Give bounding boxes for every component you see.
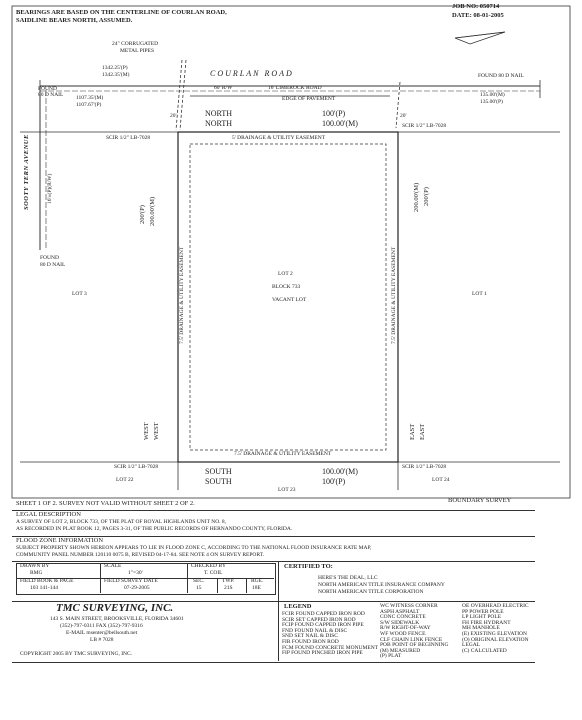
lot-3-label: LOT 3 (72, 291, 87, 297)
copyright: COPYRIGHT 2005 BY TMC SURVEYING, INC. (20, 651, 133, 657)
pipe-note-line2: METAL PIPES (120, 48, 155, 54)
legend-item: SND SET NAIL & DISC (282, 633, 338, 640)
legend-item: MH MANHOLE (462, 625, 500, 632)
road-dist-plat: 1342.25'(P) (102, 65, 128, 71)
left-dist-plat: 1107.67'(P) (76, 102, 102, 108)
road-dist-measured: 1342.35'(M) (102, 72, 130, 78)
flood-line-1: SUBJECT PROPERTY SHOWN HEREON APPEARS TO LIE IN FLOOD ZONE C, ACCORDING TO THE NATIONAL FLOOD INSURANCE RATE MAP, (16, 545, 372, 551)
legend-item: S/W SIDEWALK (380, 619, 420, 626)
north-dist-measured: 100.00'(M) (322, 119, 358, 128)
sheet-note: SHEET 1 OF 2. SURVEY NOT VALID WITHOUT SHEET 2 OF 2. (16, 500, 195, 507)
easement-north: 5' DRAINAGE & UTILITY EASEMENT (232, 135, 326, 141)
easement-east: 7.5' DRAINAGE & UTILITY EASEMENT (391, 246, 397, 344)
right-dist-measured: 135.00'(M) (480, 92, 505, 98)
bearings-note-line1: BEARINGS ARE BASED ON THE CENTERLINE OF COURLAN ROAD, (16, 9, 227, 16)
legend-item: LEGAL (462, 642, 481, 649)
legend-item: WC WITNESS CORNER (380, 603, 438, 609)
field-book: 103 141-144 (30, 585, 58, 591)
legend-item: (E) EXISTING ELEVATION (462, 631, 527, 637)
east-dist-plat: 200'(P) (423, 187, 430, 206)
road-name: COURLAN ROAD (210, 69, 294, 78)
north-bearing-1: NORTH (205, 109, 233, 118)
north-dist-plat: 100'(P) (322, 109, 346, 118)
job-number: JOB NO: 050714 (452, 3, 500, 10)
edge-of-pavement-label: EDGE OF PAVEMENT (282, 96, 336, 102)
easement-west: 7.5' DRAINAGE & UTILITY EASEMENT (179, 246, 185, 344)
legend-item: FCIR FOUND CAPPED IRON ROD (282, 611, 365, 617)
south-bearing-2: SOUTH (205, 477, 232, 486)
legend-item: FIR FOUND IRON ROD (282, 639, 339, 645)
side-street-width: 16'±(P)(R/W) (47, 173, 53, 204)
legal-line-1: A SURVEY OF LOT 2, BLOCK 733, OF THE PLAT OF ROYAL HIGHLANDS UNIT NO. 8, (16, 519, 227, 525)
legend-item: R/W RIGHT-OF-WAY (380, 625, 431, 632)
east-dist-measured: 200.00'(M) (413, 182, 420, 212)
west-dist-measured: 200.00'(M) (149, 196, 156, 226)
lot-23-label: LOT 23 (278, 487, 296, 493)
section: 15 (196, 585, 202, 591)
legend-item: FIP FOUND PINCHED IRON PIPE (282, 650, 363, 657)
found-nail-left-2: 80 D NAIL (38, 92, 64, 98)
scir-sw: SCIR 1/2" LB-7028 (114, 464, 159, 470)
company-name: TMC SURVEYING, INC. (56, 602, 174, 614)
left-dist-measured: 1107.35'(M) (76, 95, 104, 101)
certified-line-1: HERE'S THE DEAL, LLC (318, 575, 378, 581)
section-header: SEC. (193, 578, 205, 584)
certified-title: CERTIFIED TO: (284, 563, 333, 570)
company-email: E-MAIL msenter@bellsouth.net (66, 630, 138, 636)
flood-line-2: COMMUNITY PANEL NUMBER 120110 0075 B, REVISED 04-17-84. SEE NOTE 4 ON SURVEY REPORT. (16, 552, 265, 558)
west-bearing-2: WEST (153, 422, 160, 440)
legend-item: (P) PLAT (380, 653, 402, 660)
legend-item: (C) CALCULATED (462, 647, 507, 654)
west-bearing-1: WEST (143, 422, 150, 440)
legend-title: LEGEND (284, 603, 312, 610)
legend-item: CONC CONCRETE (380, 614, 426, 621)
township: 21S (224, 585, 233, 591)
east-bearing-1: EAST (409, 423, 416, 440)
scir-ne: SCIR 1/2" LB-7028 (402, 123, 447, 129)
side-street-name: SOOTY TERN AVENUE (23, 134, 30, 210)
north-bearing-2: NORTH (205, 119, 233, 128)
company-address: 143 S. MAIN STREET, BROOKSVILLE, FLORIDA 34601 (50, 616, 184, 622)
south-bearing-1: SOUTH (205, 467, 232, 476)
easement-south: 7.5' DRAINAGE & UTILITY EASEMENT (234, 451, 332, 457)
right-of-way-label: 60' R/W (214, 85, 233, 91)
lot-22-label: LOT 22 (116, 477, 134, 483)
drawn-by-header: DRAWN BY (20, 563, 50, 569)
drawn-by: RMG (30, 570, 43, 576)
field-survey-date: 07-29-2005 (124, 585, 150, 591)
survey-date-header: FIELD SURVEY DATE (104, 578, 158, 584)
scir-se: SCIR 1/2" LB-7028 (402, 464, 447, 470)
scir-nw: SCIR 1/2" LB-7028 (106, 135, 151, 141)
survey-type: BOUNDARY SURVEY (448, 497, 512, 504)
range-header: RGE. (251, 578, 264, 584)
setback-right: 20' (400, 113, 407, 119)
checked-by: T. COIL (204, 570, 223, 576)
certified-line-3: NORTH AMERICAN TITLE CORPORATION (318, 589, 424, 595)
legend-item: FCM FOUND CONCRETE MONUMENT (282, 644, 379, 651)
legend-item: SCIR SET CAPPED IRON ROD (282, 616, 356, 623)
legend-item: CLF CHAIN LINK FENCE (380, 636, 443, 643)
township-header: TWP. (222, 578, 235, 584)
checked-by-header: CHECKED BY (191, 563, 226, 569)
east-bearing-2: EAST (419, 423, 426, 440)
scale-value: 1"=30' (128, 570, 143, 576)
lot-24-label: LOT 24 (432, 477, 450, 483)
found-nail-side-2: 80 D NAIL (40, 262, 66, 268)
legend-item: PP POWER POLE (462, 608, 504, 615)
setback-left: 20' (170, 113, 177, 119)
found-nail-right: FOUND 80 D NAIL (478, 73, 524, 79)
flood-title: FLOOD ZONE INFORMATION (16, 537, 104, 544)
legend-item: FCIP FOUND CAPPED IRON PIPE (282, 622, 364, 629)
field-book-header: FIELD BOOK & PAGE (20, 578, 74, 584)
limerock-road-label: 16' LIMEROCK ROAD (268, 85, 322, 91)
pipe-note-line1: 24" CORRUGATED (112, 41, 159, 47)
found-nail-left-1: FOUND (38, 86, 57, 92)
certified-line-2: NORTH AMERICAN TITLE INSURANCE COMPANY (318, 582, 445, 588)
range: 18E (252, 585, 261, 591)
vacant-lot-label: VACANT LOT (272, 297, 307, 303)
legal-line-2: AS RECORDED IN PLAT BOOK 12, PAGES 3-31, OF THE PUBLIC RECORDS OF HERNANDO COUNTY, FLORIDA. (16, 526, 293, 532)
legal-title: LEGAL DESCRIPTION (16, 511, 81, 518)
legend-item: LP LIGHT POLE (462, 614, 502, 621)
legend-item: (M) MEASURED (380, 647, 421, 654)
legend-item: FH FIRE HYDRANT (462, 619, 511, 626)
legend-item: OE OVERHEAD ELECTRIC (462, 603, 529, 609)
legend-item: FND FOUND NAIL & DISC (282, 627, 348, 634)
found-nail-side-1: FOUND (40, 255, 59, 261)
west-dist-plat: 200'(P) (139, 205, 146, 224)
survey-date: DATE: 08-01-2005 (452, 12, 504, 19)
south-dist-measured: 100.00'(M) (322, 467, 358, 476)
company-phone: (352)-797-0311 FAX (352)-797-9316 (60, 623, 143, 629)
south-dist-plat: 100'(P) (322, 477, 346, 486)
bearings-note-line2: SAIDLINE BEARS NORTH, ASSUMED. (16, 17, 133, 24)
company-license: LB # 7028 (90, 637, 114, 643)
legend-item: POB POINT OF BEGINNING (380, 642, 449, 649)
legend-item: ASPH ASPHALT (380, 608, 420, 615)
right-dist-plat: 135.00'(P) (480, 99, 503, 105)
legend-item: (O) ORIGINAL ELEVATION (462, 636, 529, 643)
block-number: BLOCK 733 (272, 284, 301, 290)
lot-number: LOT 2 (278, 271, 293, 277)
lot-1-label: LOT 1 (472, 291, 487, 297)
scale-header: SCALE (104, 563, 122, 569)
legend-item: WF WOOD FENCE (380, 631, 426, 637)
